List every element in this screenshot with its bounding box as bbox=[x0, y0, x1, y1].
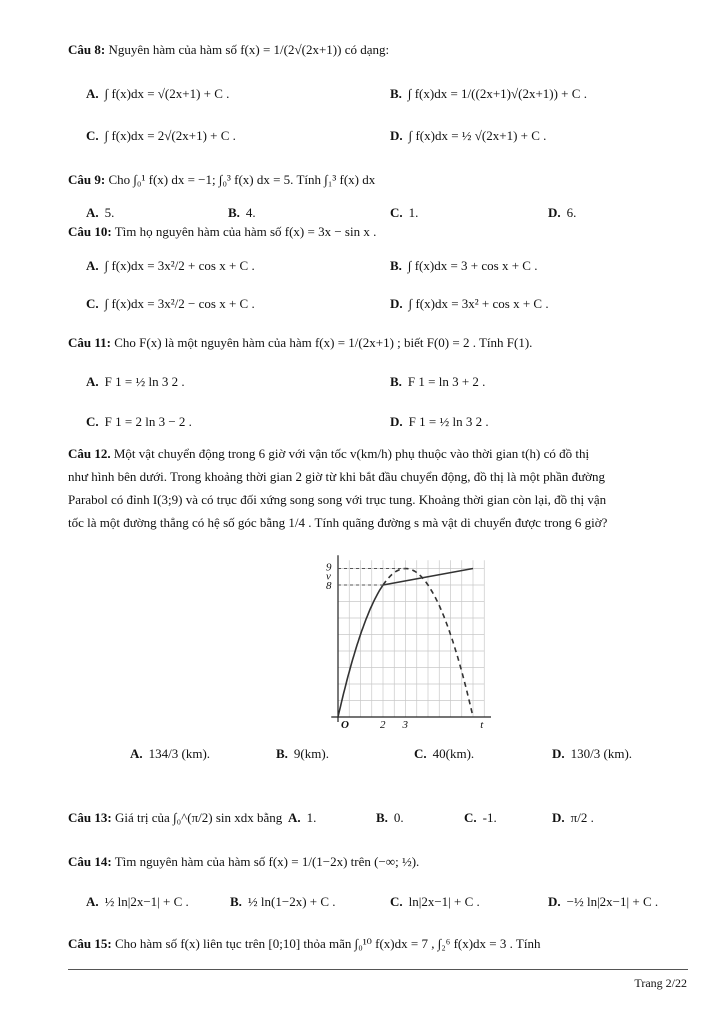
option-text: F 1 = ½ ln 3 2 . bbox=[104, 374, 185, 389]
x-tick-label: 3 bbox=[402, 719, 408, 730]
option-key: D. bbox=[548, 205, 561, 220]
option-key: A. bbox=[86, 258, 99, 273]
question-8 bbox=[68, 40, 688, 60]
option-b[interactable] bbox=[390, 372, 485, 392]
option-b[interactable] bbox=[230, 892, 336, 912]
question-text: Tìm nguyên hàm của hàm số f(x) = 1/(1−2x) trên (−∞; ½). bbox=[114, 854, 420, 869]
question-text-line-1: Một vật chuyển động trong 6 giờ với vận tốc v(km/h) phụ thuộc vào thời gian t(h) có đồ thị bbox=[113, 446, 590, 461]
option-b[interactable] bbox=[390, 256, 537, 276]
question-label: Câu 15: bbox=[68, 936, 112, 951]
option-key: B. bbox=[390, 374, 402, 389]
option-text: 9(km). bbox=[293, 746, 329, 761]
option-key: B. bbox=[390, 258, 402, 273]
option-d[interactable] bbox=[552, 808, 594, 828]
option-key: C. bbox=[86, 296, 99, 311]
option-key: D. bbox=[552, 746, 565, 761]
chart-labels bbox=[326, 562, 484, 731]
option-key: C. bbox=[86, 414, 99, 429]
option-text: −½ ln|2x−1| + C . bbox=[566, 894, 659, 909]
option-text: ∫ f(x)dx = 3x² + cos x + C . bbox=[408, 296, 549, 311]
option-b[interactable] bbox=[376, 808, 404, 828]
option-c[interactable] bbox=[390, 892, 480, 912]
question-13 bbox=[68, 808, 298, 828]
option-text: 5. bbox=[104, 205, 115, 220]
option-a[interactable] bbox=[86, 203, 114, 223]
option-text: F 1 = ln 3 + 2 . bbox=[407, 374, 486, 389]
option-key: A. bbox=[86, 374, 99, 389]
question-text-line-4: tốc là một đường thẳng có hệ số góc bằng 1/4 . Tính quãng đường s mà vật di chuyển được trong 6 giờ? bbox=[68, 515, 608, 530]
option-a[interactable] bbox=[86, 256, 255, 276]
option-key: A. bbox=[86, 86, 99, 101]
question-14 bbox=[68, 852, 688, 872]
option-c[interactable] bbox=[86, 294, 255, 314]
page-number: Trang 2/22 bbox=[634, 976, 687, 990]
option-text: 40(km). bbox=[432, 746, 475, 761]
option-key: D. bbox=[390, 128, 403, 143]
option-text: 0. bbox=[393, 810, 404, 825]
option-text: ∫ f(x)dx = √(2x+1) + C . bbox=[104, 86, 230, 101]
footer-divider bbox=[68, 969, 688, 970]
option-text: 1. bbox=[408, 205, 419, 220]
question-text-line-2: như hình bên dưới. Trong khoảng thời gian 2 giờ từ khi bắt đầu chuyển động, đồ thị là một phần đường bbox=[68, 469, 606, 484]
question-label: Câu 14: bbox=[68, 854, 112, 869]
option-d[interactable] bbox=[390, 294, 549, 314]
option-text: ∫ f(x)dx = 2√(2x+1) + C . bbox=[104, 128, 236, 143]
option-key: B. bbox=[276, 746, 288, 761]
question-label: Câu 9: bbox=[68, 172, 106, 187]
x-axis-label: t bbox=[480, 719, 484, 730]
question-9 bbox=[68, 170, 688, 190]
option-text: π/2 . bbox=[570, 810, 594, 825]
option-text: F 1 = 2 ln 3 − 2 . bbox=[104, 414, 192, 429]
option-b[interactable] bbox=[276, 744, 329, 764]
option-key: B. bbox=[228, 205, 240, 220]
option-text: ½ ln(1−2x) + C . bbox=[247, 894, 336, 909]
option-key: B. bbox=[390, 86, 402, 101]
option-key: C. bbox=[390, 894, 403, 909]
question-label: Câu 8: bbox=[68, 42, 106, 57]
question-text: Cho hàm số f(x) liên tục trên [0;10] thỏa mãn ∫₀¹⁰ f(x)dx = 7 , ∫₂⁶ f(x)dx = 3 . Tính bbox=[114, 936, 541, 951]
option-b[interactable] bbox=[228, 203, 256, 223]
option-key: A. bbox=[86, 205, 99, 220]
option-d[interactable] bbox=[548, 203, 576, 223]
question-text: Giá trị của ∫₀^(π/2) sin xdx bằng bbox=[114, 810, 283, 825]
option-c[interactable] bbox=[390, 203, 418, 223]
option-c[interactable] bbox=[414, 744, 474, 764]
question-text-line-3: Parabol có đỉnh I(3;9) và có trục đối xứng song song với trục tung. Khoảng thời gian còn lại, đồ thị vận bbox=[68, 492, 607, 507]
option-d[interactable] bbox=[390, 126, 546, 146]
option-text: ½ ln|2x−1| + C . bbox=[104, 894, 189, 909]
question-text: Cho ∫₀¹ f(x) dx = −1; ∫₀³ f(x) dx = 5. Tính ∫₁³ f(x) dx bbox=[108, 172, 376, 187]
option-key: C. bbox=[414, 746, 427, 761]
option-text: ∫ f(x)dx = 3x²/2 − cos x + C . bbox=[104, 296, 255, 311]
option-key: A. bbox=[288, 810, 301, 825]
option-key: A. bbox=[130, 746, 143, 761]
option-key: D. bbox=[390, 296, 403, 311]
option-key: D. bbox=[552, 810, 565, 825]
option-c[interactable] bbox=[86, 126, 236, 146]
question-10 bbox=[68, 222, 688, 242]
option-text: 130/3 (km). bbox=[570, 746, 633, 761]
option-a[interactable] bbox=[86, 84, 229, 104]
question-12 bbox=[68, 442, 688, 534]
option-key: C. bbox=[390, 205, 403, 220]
velocity-graph bbox=[312, 545, 502, 730]
option-text: ∫ f(x)dx = 3 + cos x + C . bbox=[407, 258, 538, 273]
question-label: Câu 12. bbox=[68, 446, 111, 461]
option-d[interactable] bbox=[390, 412, 489, 432]
option-text: 1. bbox=[306, 810, 317, 825]
option-key: C. bbox=[464, 810, 477, 825]
option-key: B. bbox=[376, 810, 388, 825]
option-text: ∫ f(x)dx = 1/((2x+1)√(2x+1)) + C . bbox=[407, 86, 587, 101]
question-label: Câu 10: bbox=[68, 224, 112, 239]
option-a[interactable] bbox=[86, 892, 189, 912]
question-11 bbox=[68, 333, 688, 353]
question-text: Tìm họ nguyên hàm của hàm số f(x) = 3x − sin x . bbox=[114, 224, 377, 239]
option-key: A. bbox=[86, 894, 99, 909]
option-key: D. bbox=[390, 414, 403, 429]
question-text: Nguyên hàm của hàm số f(x) = 1/(2√(2x+1)) có dạng: bbox=[108, 42, 390, 57]
question-text: Cho F(x) là một nguyên hàm của hàm f(x) = 1/(2x+1) ; biết F(0) = 2 . Tính F(1). bbox=[114, 335, 533, 350]
option-text: ln|2x−1| + C . bbox=[408, 894, 480, 909]
option-key: C. bbox=[86, 128, 99, 143]
option-b[interactable] bbox=[390, 84, 587, 104]
option-a[interactable] bbox=[86, 372, 185, 392]
option-text: ∫ f(x)dx = 3x²/2 + cos x + C . bbox=[104, 258, 255, 273]
question-label: Câu 11: bbox=[68, 335, 111, 350]
option-d[interactable] bbox=[552, 744, 632, 764]
option-a[interactable] bbox=[288, 808, 316, 828]
option-c[interactable] bbox=[86, 412, 192, 432]
option-text: ∫ f(x)dx = ½ √(2x+1) + C . bbox=[408, 128, 547, 143]
option-text: -1. bbox=[482, 810, 497, 825]
x-tick-label: 2 bbox=[380, 719, 386, 730]
option-d[interactable] bbox=[548, 892, 658, 912]
question-label: Câu 13: bbox=[68, 810, 112, 825]
option-text: 134/3 (km). bbox=[148, 746, 211, 761]
y-tick-label: 8 bbox=[326, 580, 332, 592]
option-text: 4. bbox=[245, 205, 256, 220]
option-key: D. bbox=[548, 894, 561, 909]
y-tick-label: 9 bbox=[326, 561, 332, 574]
question-15 bbox=[68, 934, 688, 954]
option-key: B. bbox=[230, 894, 242, 909]
option-text: F 1 = ½ ln 3 2 . bbox=[408, 414, 489, 429]
option-text: 6. bbox=[566, 205, 577, 220]
option-c[interactable] bbox=[464, 808, 497, 828]
x-tick-label-origin: O bbox=[341, 719, 349, 730]
y-axis-label: v bbox=[326, 570, 331, 583]
option-a[interactable] bbox=[130, 744, 210, 764]
